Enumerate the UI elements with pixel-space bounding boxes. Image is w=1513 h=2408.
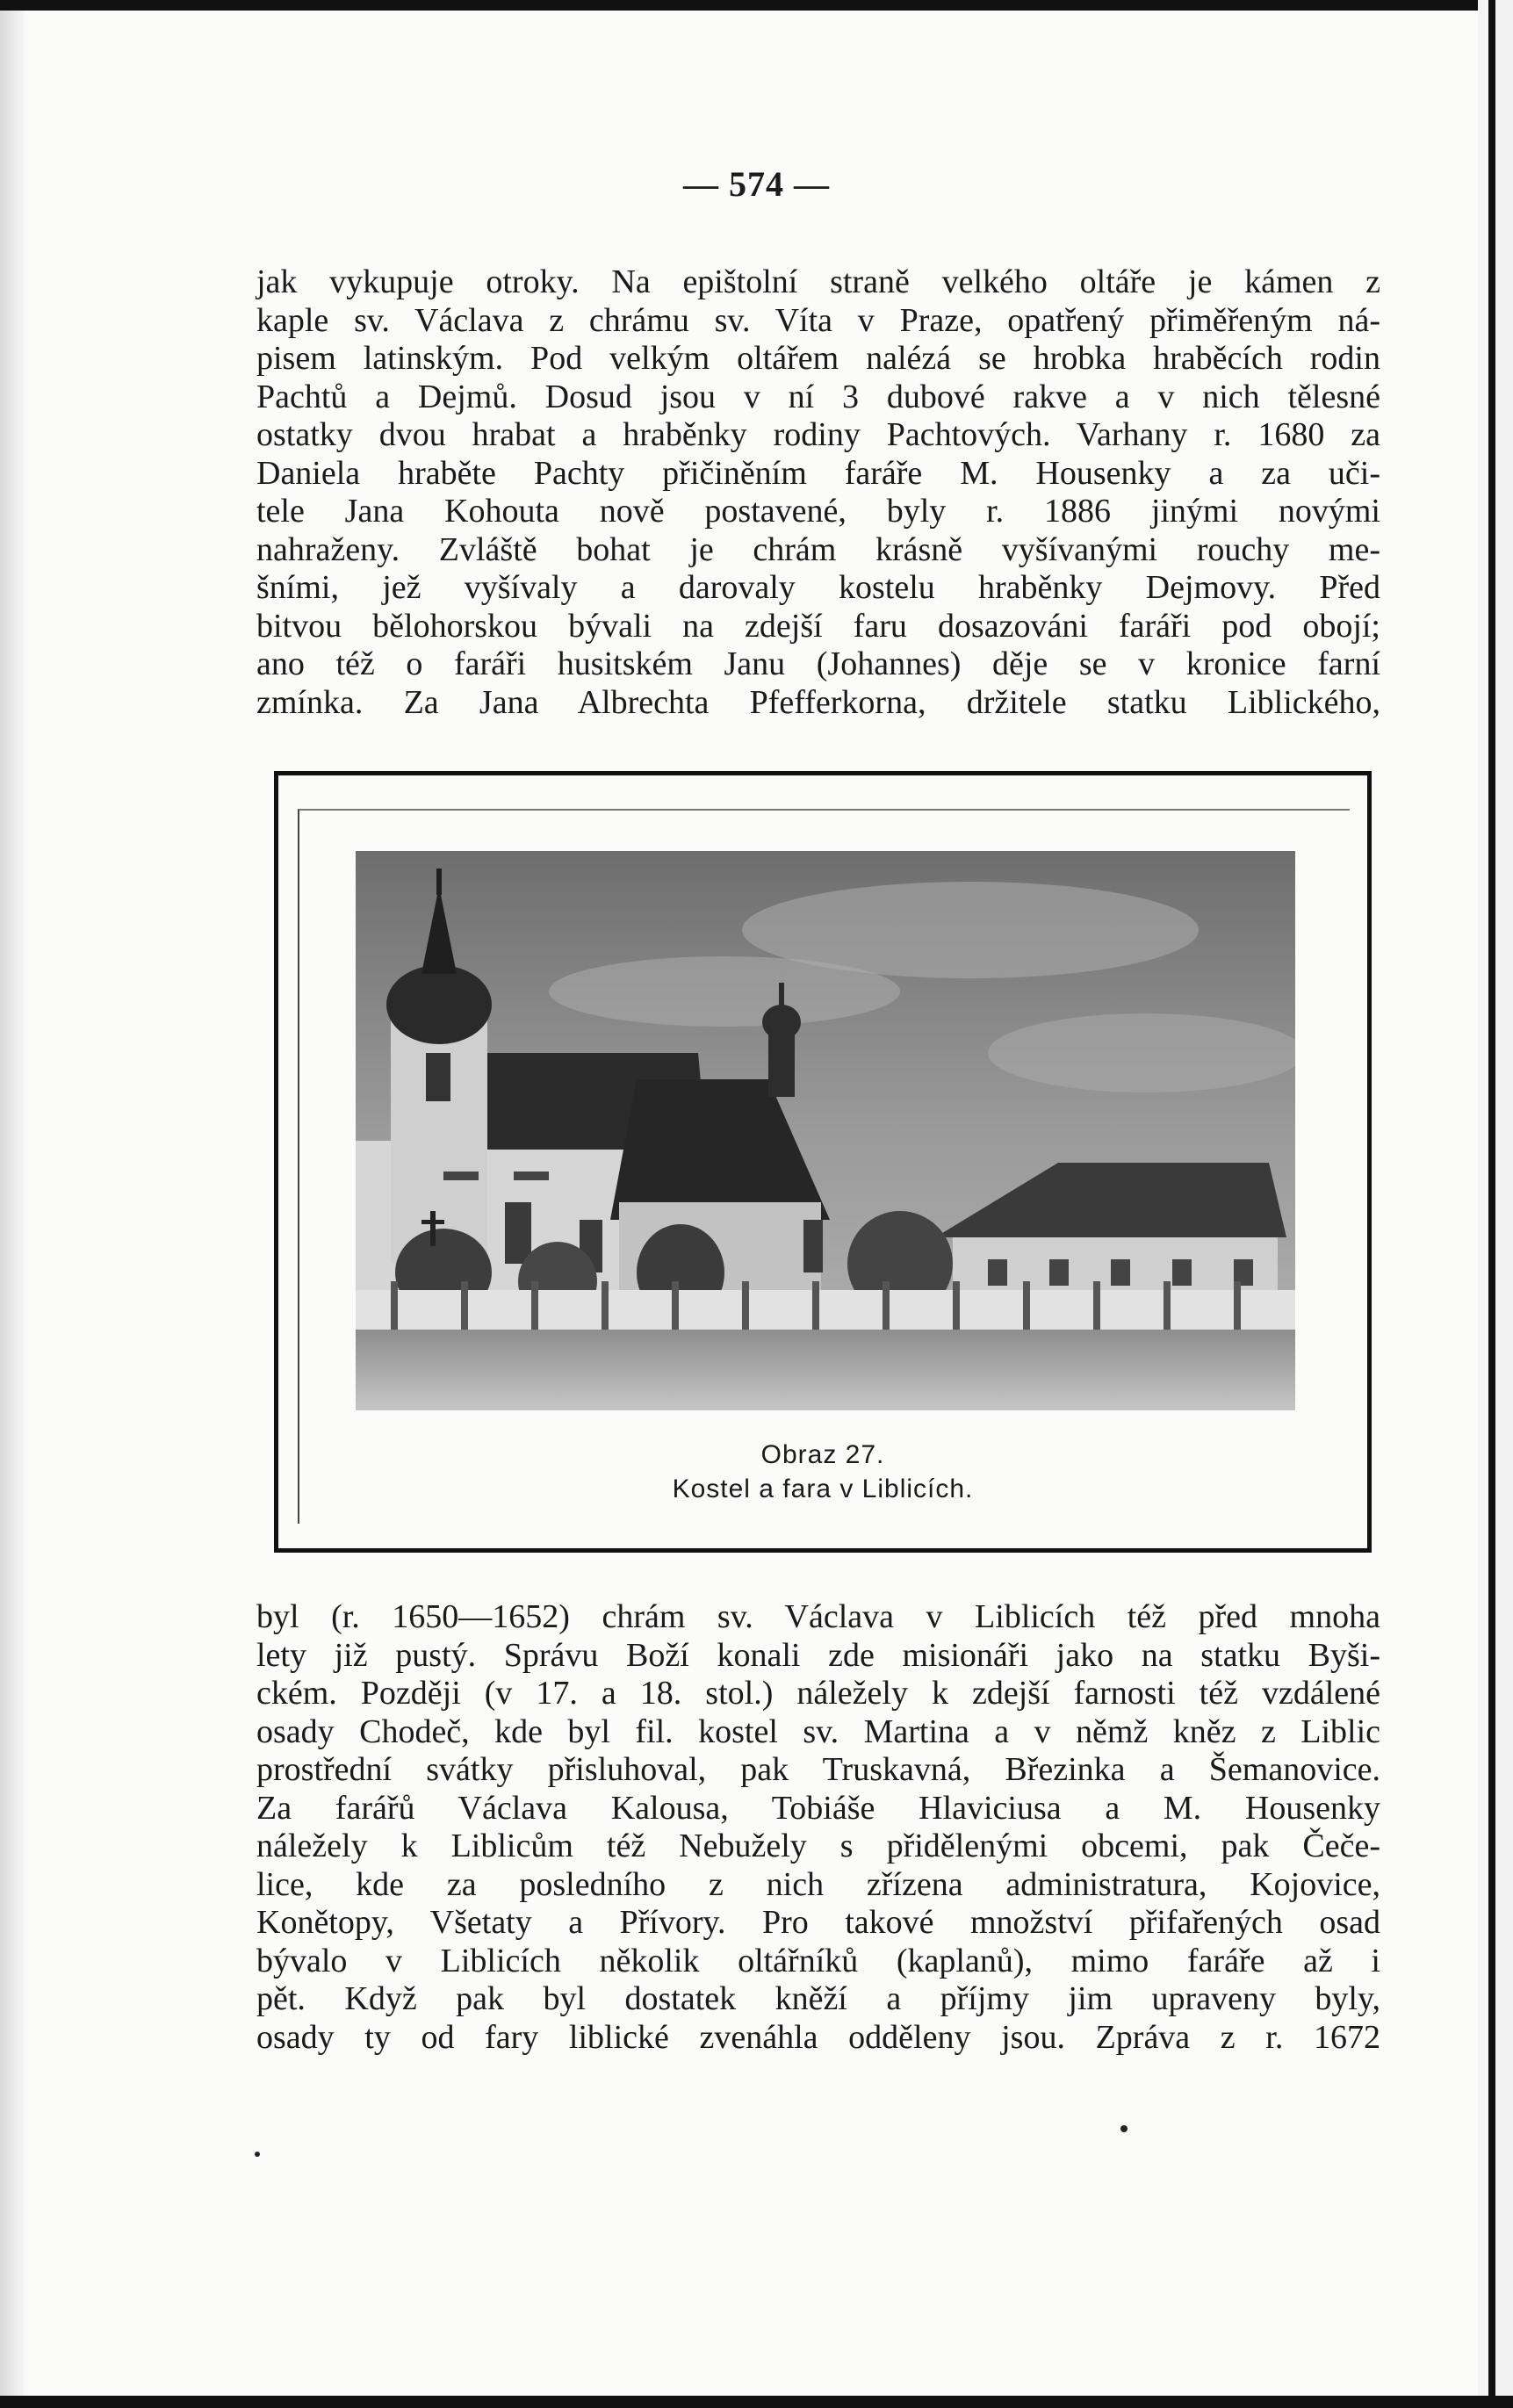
text-line: pět. Když pak byl dostatek kněží a příjmy jim upraveny byly, — [256, 1980, 1380, 2017]
page-bottom-edge — [0, 2396, 1513, 2408]
scan-speck — [255, 2152, 260, 2157]
text-line: lice, kde za posledního z nich zřízena administratura, Kojovice, — [256, 1865, 1380, 1903]
text-line: byl (r. 1650—1652) chrám sv. Václava v Liblicích též před mnoha — [256, 1598, 1380, 1635]
page-number: — 574 — — [683, 164, 830, 204]
text-line: pisem latinským. Pod velkým oltářem nalézá se hrobka hraběcích rodin — [256, 340, 1380, 377]
text-line: osady Chodeč, kde byl fil. kostel sv. Martina a v němž kněz z Liblic — [256, 1712, 1380, 1750]
text-line: Za farářů Václava Kalousa, Tobiáše Hlaviciusa a M. Housenky — [256, 1789, 1380, 1827]
text-line: Daniela hraběte Pachty přičiněním faráře M. Housenky a za uči- — [256, 454, 1380, 492]
text-line: Pachtů a Dejmů. Dosud jsou v ní 3 dubové rakve a v nich tělesné — [256, 378, 1380, 415]
text-line: ano též o faráři husitském Janu (Johannes) děje se v kronice farní — [256, 645, 1380, 682]
text-line: tele Jana Kohouta nově postavené, byly r. 1886 jinými novými — [256, 493, 1380, 530]
figure-frame — [274, 771, 1372, 1553]
text-line: prostřední svátky přisluhoval, pak Truskavná, Březinka a Šemanovice. — [256, 1751, 1380, 1788]
scan-speck — [1120, 2125, 1128, 2132]
text-line: ckém. Později (v 17. a 18. stol.) náležely k zdejší farnosti též vzdálené — [256, 1675, 1380, 1712]
text-line: nahraženy. Zvláště bohat je chrám krásně vyšívanými rouchy me- — [256, 530, 1380, 568]
text-line: náležely k Liblicům též Nebužely s přidělenými obcemi, pak Čeče- — [256, 1828, 1380, 1864]
figure-caption-title: Kostel a fara v Liblicích. — [672, 1474, 974, 1503]
text-line: jak vykupuje otroky. Na epištolní straně velkého oltáře je kámen z — [256, 263, 1380, 300]
church-photo — [356, 851, 1295, 1410]
text-line: šními, jež vyšívaly a darovaly kostelu hraběnky Dejmovy. Před — [256, 569, 1380, 606]
page-top-edge — [0, 0, 1513, 11]
figure-caption-number: Obraz 27. — [760, 1440, 885, 1469]
paragraph-top — [256, 263, 1380, 722]
page-left-edge — [0, 0, 25, 2408]
text-line: Konětopy, Všetaty a Přívory. Pro takové množství přifařených osad — [256, 1904, 1380, 1941]
text-line: kaple sv. Václava z chrámu sv. Víta v Praze, opatřený přiměřeným ná- — [256, 301, 1380, 339]
text-line: bitvou bělohorskou bývali na zdejší faru dosazováni faráři pod obojí; — [256, 607, 1380, 645]
text-line: bývalo v Liblicích několik oltářníků (kaplanů), mimo faráře až i — [256, 1942, 1380, 1979]
paragraph-bottom — [256, 1598, 1380, 2057]
text-line: ostatky dvou hrabat a hraběnky rodiny Pachtových. Varhany r. 1680 za — [256, 416, 1380, 453]
text-line: zmínka. Za Jana Albrechta Pfefferkorna, držitele statku Liblického, — [256, 683, 1380, 721]
page-right-edge — [1478, 0, 1513, 2408]
text-line: osady ty od fary liblické zvenáhla odděleny jsou. Zpráva z r. 1672 — [256, 2018, 1380, 2056]
text-line: lety již pustý. Správu Boží konali zde misionáři jako na statku Byši- — [256, 1636, 1380, 1674]
church-photo-illustration — [356, 851, 1295, 1410]
